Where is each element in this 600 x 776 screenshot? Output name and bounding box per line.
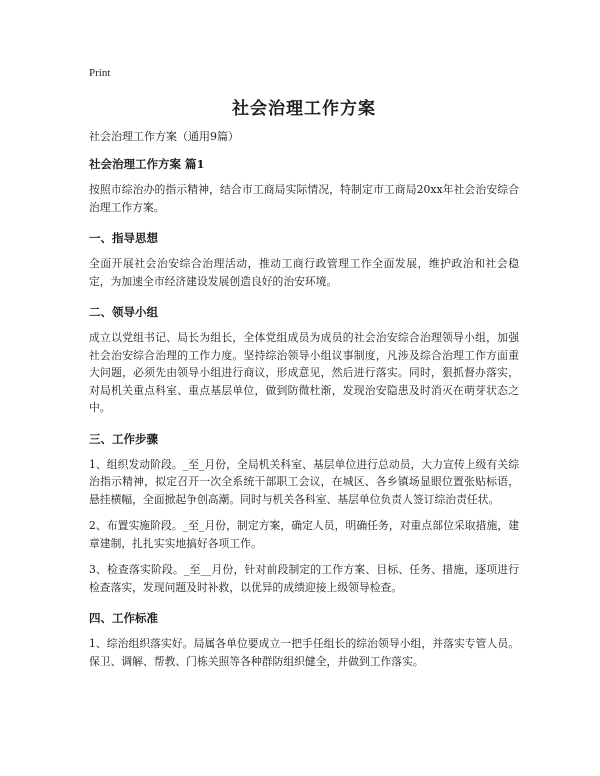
section-heading-leadership-group: 二、领导小组 — [89, 305, 158, 319]
document-subtitle: 社会治理工作方案（通用9篇） — [89, 130, 239, 143]
section-paragraph: 3、检查落实阶段。_至__月份，针对前段制定的工作方案、目标、任务、措施，逐项进行检查落实，发现问题及时补救，以优异的成绩迎接上级领导检查。 — [89, 563, 519, 594]
document-title: 社会治理工作方案 — [232, 99, 376, 119]
print-label[interactable]: Print — [89, 67, 111, 79]
part-title: 社会治理工作方案 篇1 — [89, 157, 205, 171]
document-page — [89, 66, 519, 670]
section-paragraph: 1、组织发动阶段。_至_月份，全局机关科室、基层单位进行总动员，大力宣传上级有关综治指示精神，拟定召开一次全系统干部职工会议，在城区、各乡镇场显眼位置张贴标语，悬挂横幅，全面掀起争创高潮。同时与机关各科室、基层单位负责人签订综治责任状。 — [89, 457, 519, 506]
section-heading-work-standards: 四、工作标准 — [89, 611, 158, 625]
section-heading-guiding-ideology: 一、指导思想 — [89, 231, 158, 245]
section-paragraph: 1、综治组织落实好。局属各单位要成立一把手任组长的综治领导小组，并落实专管人员。保卫、调解、帮教、门栋关照等各种群防组织健全，并做到工作落实。 — [89, 637, 519, 668]
section-heading-work-steps: 三、工作步骤 — [89, 431, 158, 446]
section-paragraph: 2、布置实施阶段。_至_月份，制定方案，确定人员，明确任务，对重点部位采取措施，建章建制，扎扎实实地搞好各项工作。 — [89, 519, 519, 550]
intro-paragraph: 按照市综治办的指示精神，结合市工商局实际情况，特制定市工商局20xx年社会治安综合治理工作方案。 — [89, 183, 519, 214]
section-paragraph: 全面开展社会治安综合治理活动，推动工商行政管理工作全面发展，维护政治和社会稳定，为加速全市经济建设发展创造良好的治安环境。 — [89, 257, 519, 288]
section-paragraph: 成立以党组书记、局长为组长，全体党组成员为成员的社会治安综合治理领导小组，加强社会治安综合治理的工作力度。坚持综治领导小组议事制度，凡涉及综合治理工作方面重大问题，必须先由领导小组进行商议，形成意见，然后进行落实。同时，狠抓督办落实，对局机关重点科室、重点基层单位，做到防微杜渐，发现治安隐患及时消灭在萌芽状态之中。 — [89, 331, 519, 414]
